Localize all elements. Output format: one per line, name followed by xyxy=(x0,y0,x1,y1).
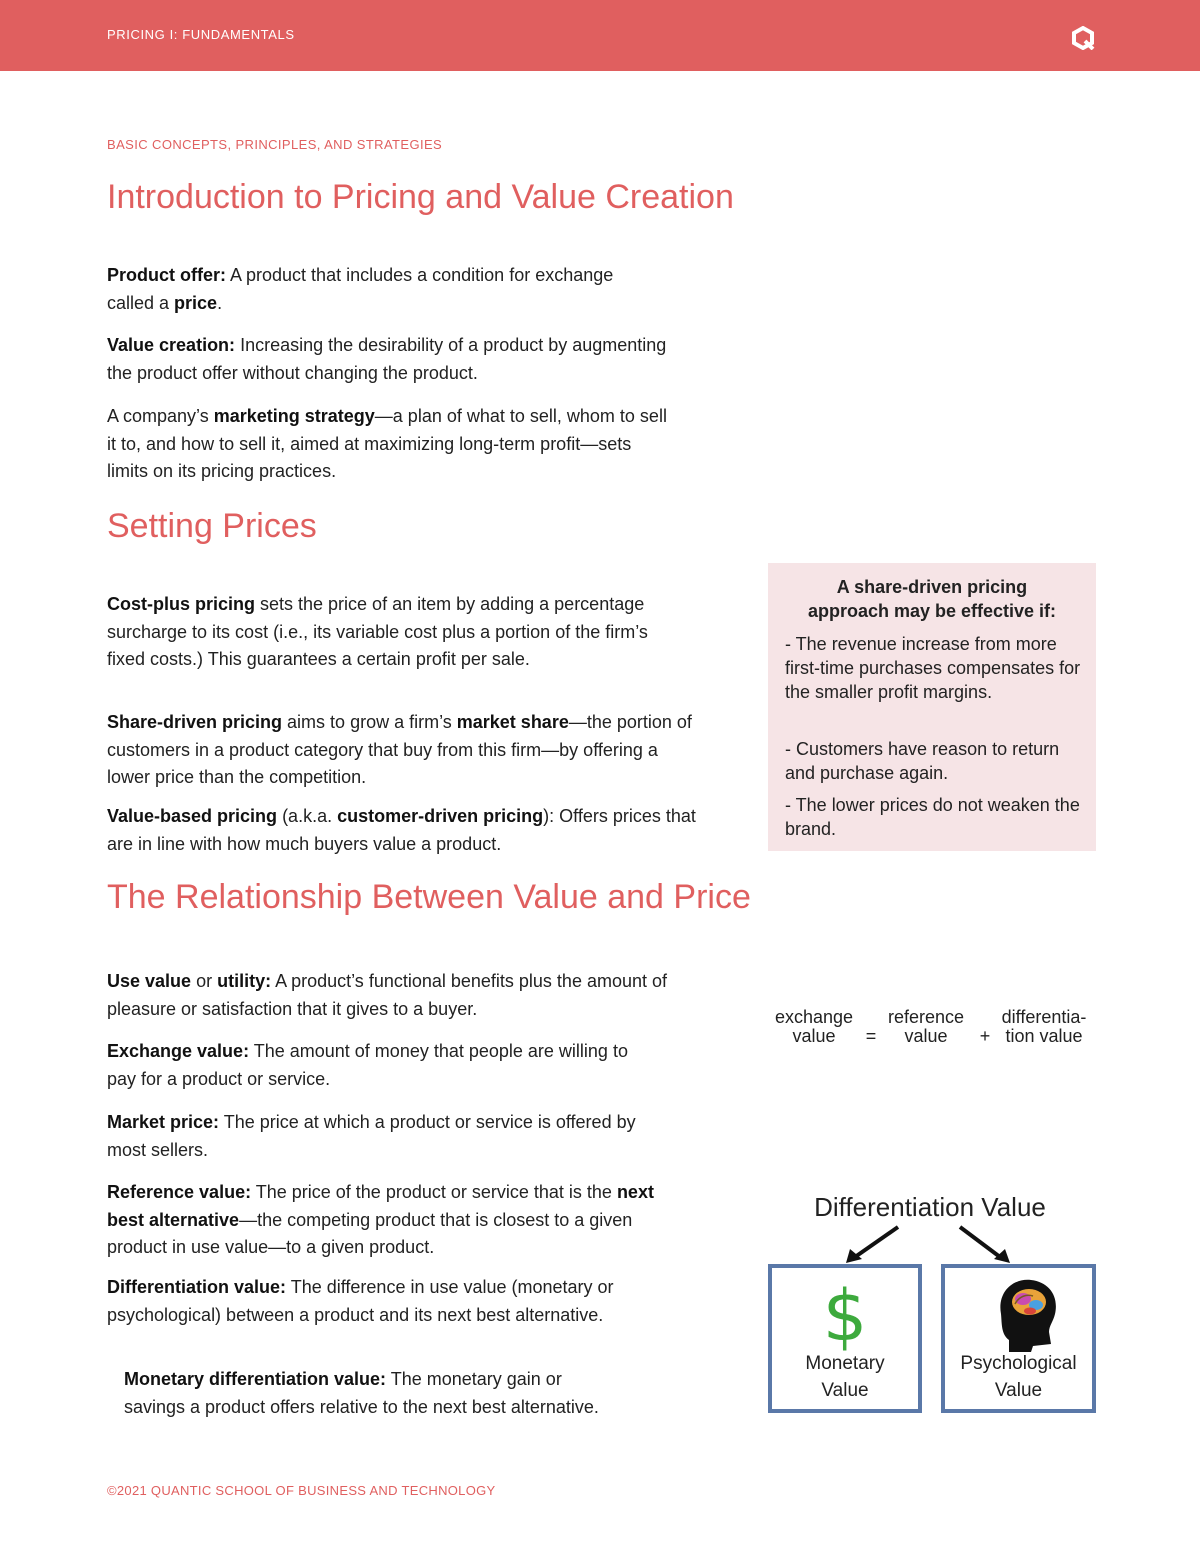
callout-item: - The revenue increase from more first-time purchases compensates for the smaller profit margins. xyxy=(785,634,1081,702)
dollar-icon: $ xyxy=(822,1275,868,1357)
para-marketing-strategy: A company’s marketing strategy—a plan of what to sell, whom to sell it to, and how to sell it, aimed at maximizing long-term profit—sets limits on its pricing practices. xyxy=(107,406,667,481)
term-differentiation-value: Differentiation value: xyxy=(107,1277,287,1297)
term-monetary-differentiation: Monetary differentiation value: xyxy=(124,1369,387,1389)
page-footer: ©2021 QUANTIC SCHOOL OF BUSINESS AND TECHNOLOGY xyxy=(107,1483,496,1498)
equation-reference-value: reference value xyxy=(887,1007,965,1046)
monetary-value-box xyxy=(768,1264,922,1413)
term-next-best-alternative: next best alternative xyxy=(107,1182,654,1230)
heading-intro: Introduction to Pricing and Value Creation xyxy=(107,178,734,216)
para-differentiation-value: Differentiation value: The difference in use value (monetary or psychological) between a product and its next best alternative. xyxy=(107,1277,614,1325)
heading-value-price: The Relationship Between Value and Price xyxy=(107,878,751,916)
term-market-share: market share xyxy=(456,712,569,732)
heading-setting-prices: Setting Prices xyxy=(107,507,317,545)
psychological-value-box xyxy=(941,1264,1096,1413)
term-value-creation: Value creation: xyxy=(107,335,236,355)
term-reference-value: Reference value: xyxy=(107,1182,252,1202)
para-monetary-differentiation: Monetary differentiation value: The monetary gain or savings a product offers relative to the next best alternative. xyxy=(124,1369,599,1417)
psychological-value-label: Psychological Value xyxy=(960,1353,1077,1401)
equation-plus: + xyxy=(979,1026,991,1046)
callout-item: - Customers have reason to return and purchase again. xyxy=(785,739,1060,783)
para-value-based: Value-based pricing (a.k.a. customer-driven pricing): Offers prices that are in line with how much buyers value a product. xyxy=(107,806,696,854)
para-cost-plus: Cost-plus pricing sets the price of an item by adding a percentage surcharge to its cost (i.e., its variable cost plus a portion of the firm’s fixed costs.) This guarantees a certain profit per sale. xyxy=(107,594,648,669)
term-use-value: Use value xyxy=(107,971,192,991)
share-driven-callout xyxy=(768,563,1096,851)
quantic-logo-icon xyxy=(1071,26,1095,50)
term-exchange-value: Exchange value: xyxy=(107,1041,250,1061)
term-marketing-strategy: marketing strategy xyxy=(213,406,375,426)
equation-equals: = xyxy=(865,1026,877,1046)
term-value-based: Value-based pricing xyxy=(107,806,278,826)
term-product-offer: Product offer: xyxy=(107,265,226,285)
para-reference-value: Reference value: The price of the product or service that is the next best alternative—the competing product that is closest to a given product in use value—to a given product. xyxy=(107,1182,654,1257)
equation-differentiation-value: differentia- tion value xyxy=(1001,1007,1087,1046)
equation-exchange-value: exchange value xyxy=(774,1007,854,1046)
para-product-offer: Product offer: A product that includes a condition for exchange called a price. xyxy=(107,265,614,313)
diagram-title: Differentiation Value xyxy=(814,1192,1046,1222)
brain-head-icon xyxy=(983,1274,1063,1352)
callout-title: A share-driven pricing approach may be effective if: xyxy=(807,577,1057,621)
callout-item: - The lower prices do not weaken the brand. xyxy=(785,795,1080,839)
monetary-value-label: Monetary Value xyxy=(805,1353,885,1401)
diagram-arrows xyxy=(760,1215,1100,1270)
term-price: price xyxy=(174,292,218,313)
arrow-to-psychological xyxy=(960,1227,1000,1257)
section-eyebrow: BASIC CONCEPTS, PRINCIPLES, AND STRATEGIES xyxy=(107,137,443,152)
para-use-value: Use value or utility: A product’s functional benefits plus the amount of pleasure or satisfaction that it gives to a buyer. xyxy=(107,971,668,1019)
arrow-to-monetary xyxy=(855,1227,898,1257)
term-cost-plus: Cost-plus pricing xyxy=(107,594,255,614)
para-share-driven: Share-driven pricing aims to grow a firm’s market share—the portion of customers in a product category that buy from this firm—by offering a lower price than the competition. xyxy=(107,712,692,787)
term-share-driven: Share-driven pricing xyxy=(107,712,283,732)
term-market-price: Market price: xyxy=(107,1112,220,1132)
header-title: PRICING I: FUNDAMENTALS xyxy=(107,27,295,42)
para-exchange-value: Exchange value: The amount of money that people are willing to pay for a product or service. xyxy=(107,1041,628,1089)
para-market-price: Market price: The price at which a product or service is offered by most sellers. xyxy=(107,1112,636,1160)
para-value-creation: Value creation: Increasing the desirability of a product by augmenting the product offer without changing the product. xyxy=(107,335,667,383)
term-customer-driven: customer-driven pricing xyxy=(337,806,544,826)
term-utility: utility: xyxy=(217,971,272,991)
